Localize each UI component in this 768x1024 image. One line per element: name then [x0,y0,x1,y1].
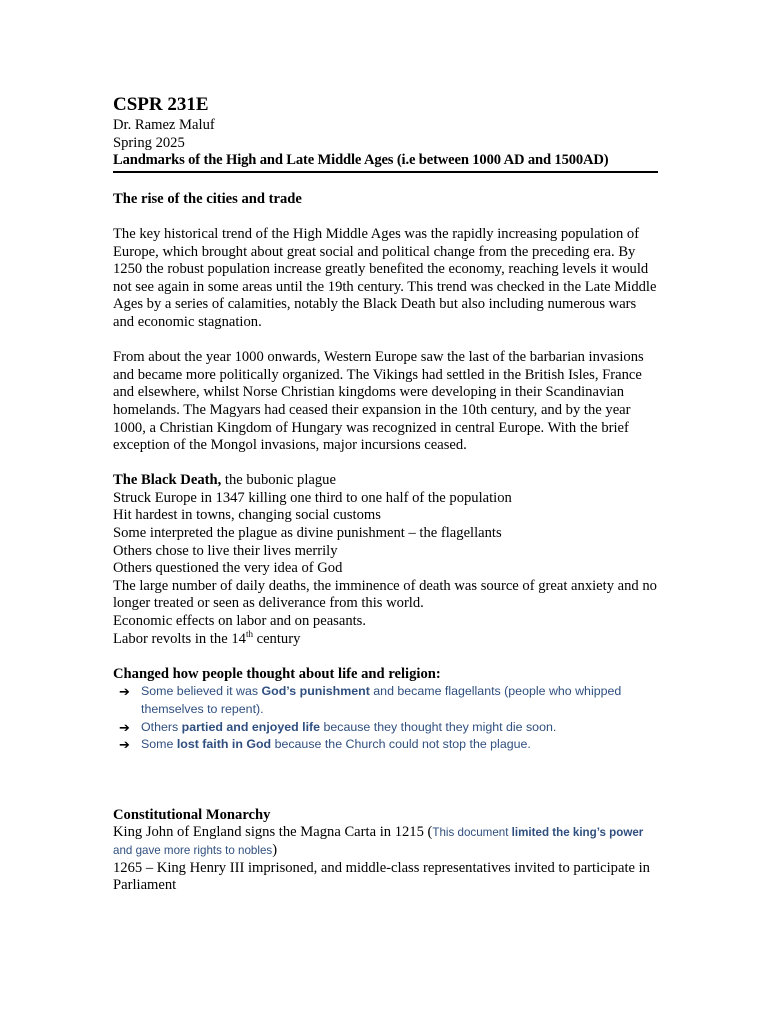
labor-revolts-line [113,628,658,649]
ordinal-suffix: th [245,628,253,639]
section-heading-black-death: The Black Death, [113,472,222,489]
section-heading-constitutional-monarchy: Constitutional Monarchy [113,806,271,823]
magna-carta-close: ) [272,841,278,858]
arrow-right-icon: ➔ [119,684,130,700]
list-item-emphasis: lost faith in God [176,737,272,752]
list-item-emphasis: God’s punishment [261,684,370,699]
list-item-text: because the Church could not stop the plague. [271,737,531,752]
note-text: This document [432,826,512,840]
list-item [119,719,658,737]
list-item [119,736,658,754]
course-code: CSPR 231E [113,94,209,115]
instructor-name: Dr. Ramez Maluf [113,117,215,133]
arrow-right-icon: ➔ [119,737,130,753]
section-heading-rise-of-cities: The rise of the cities and trade [113,190,302,207]
list-item-text: Others [141,719,182,734]
black-death-line: Some interpreted the plague as divine punishment – the flagellants [113,525,502,542]
black-death-line: Hit hardest in towns, changing social customs [113,507,381,524]
black-death-heading-line [113,472,658,490]
document-body [113,93,658,895]
black-death-line: Others chose to live their lives merrily [113,542,338,559]
list-item-text: because they thought they might die soon. [320,719,557,734]
arrow-right-icon: ➔ [119,719,130,735]
black-death-line: Others questioned the very idea of God [113,560,343,577]
list-item-text: Some believed it was [141,684,262,699]
magna-carta-line [113,824,658,859]
note-emphasis: limited the king’s power [511,826,644,840]
henry-iii-line: 1265 – King Henry III imprisoned, and middle-class representatives invited to participate in Parliament [113,859,650,894]
arrow-bullet-list [113,683,658,753]
term: Spring 2025 [113,134,185,151]
black-death-line: Economic effects on labor and on peasants. [113,613,367,630]
list-item-text: and became flagellants (people who whipped themselves to repent). [141,684,622,716]
paragraph-invasions: From about the year 1000 onwards, Western Europe saw the last of the barbarian invasions and became more politically organized. The Vikings had settled in the British Isles, France and elsewhere, whilst Norse Christian kingdoms were developing in their Scandinavian homelands. The Magyars had ceased their expansion in the 10th century, and by the year 1000, a Christian Kingdom of Hungary was recognized in central Europe. With the brief exception of the Mongol invasions, major incursions ceased. [113,349,644,454]
list-item [119,683,658,718]
labor-revolts-prefix: Labor revolts in the 14 [113,630,246,647]
document-title: Landmarks of the High and Late Middle Ages (i.e between 1000 AD and 1500AD) [113,152,658,173]
black-death-line: The large number of daily deaths, the imminence of death was source of great anxiety and no longer treated or seen as deliverance from this world. [113,577,657,612]
list-item-text: Some [141,737,177,752]
labor-revolts-suffix: century [252,630,301,647]
magna-carta-text: King John of England signs the Magna Carta in 1215 ( [113,824,433,841]
section-heading-changed-thinking: Changed how people thought about life and religion: [113,665,441,682]
note-text: and gave more rights to nobles [113,843,273,857]
black-death-line: Struck Europe in 1347 killing one third to one half of the population [113,489,512,506]
black-death-subtitle: the bubonic plague [221,472,336,489]
list-item-emphasis: partied and enjoyed life [181,719,321,734]
paragraph-population: The key historical trend of the High Middle Ages was the rapidly increasing population of Europe, which brought about great social and political change from the preceding era. By 1250 the robust population increase greatly benefited the economy, reaching levels it would not see again in some areas until the 19th century. This trend was checked in the Late Middle Ages by a series of calamities, notably the Black Death but also including numerous wars and economic stagnation. [113,225,657,330]
